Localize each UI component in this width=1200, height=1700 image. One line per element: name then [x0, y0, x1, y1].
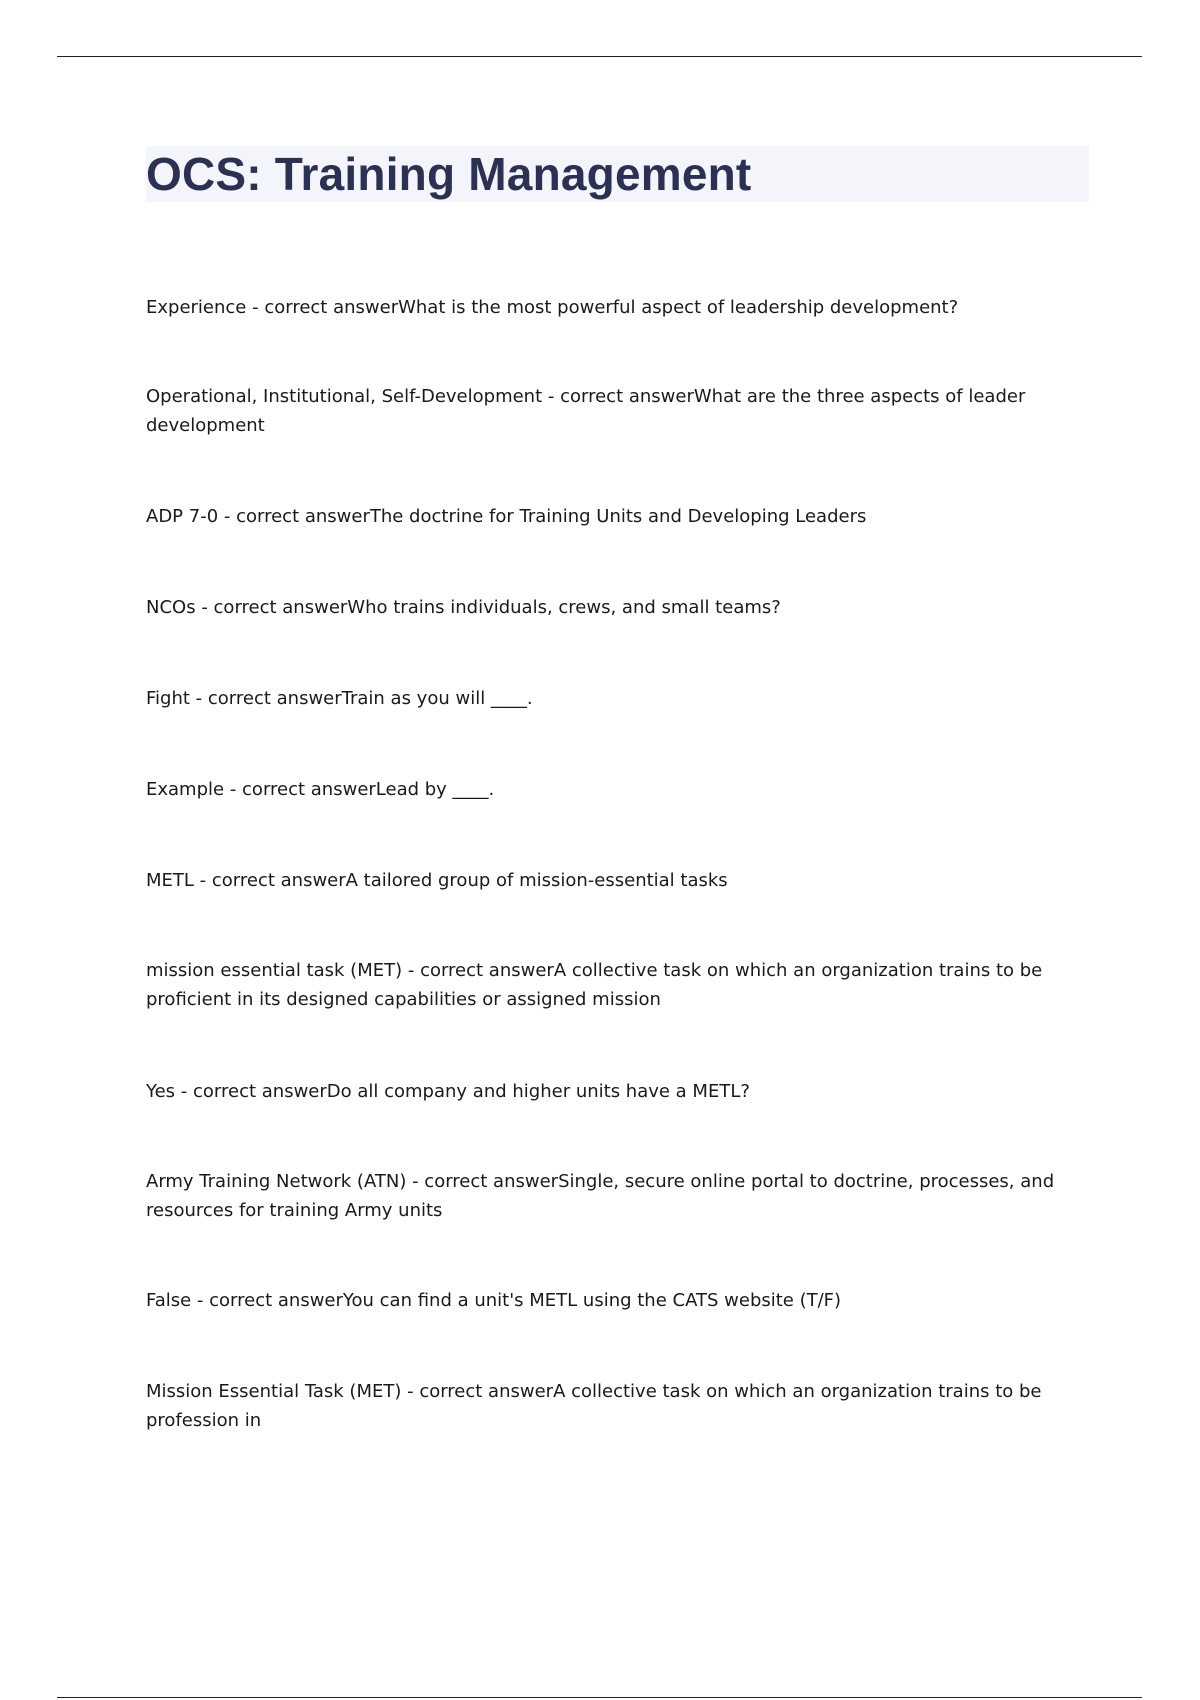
qa-item — [146, 1077, 1066, 1106]
footer-rule — [57, 1697, 1142, 1698]
qa-separator: - correct answer — [224, 779, 376, 800]
qa-term: False — [146, 1290, 192, 1311]
page-title: OCS: Training Management — [146, 148, 752, 200]
qa-definition: A collective task on which an organization trains to be profession in — [146, 1381, 1042, 1431]
header-rule — [57, 56, 1142, 57]
qa-term: Example — [146, 779, 225, 800]
qa-term: Mission Essential Task (MET) — [146, 1381, 402, 1402]
qa-term: Operational, Institutional, Self-Development — [146, 386, 543, 407]
qa-separator: - correct answer — [189, 688, 342, 709]
qa-definition: What is the most powerful aspect of leadership development? — [398, 297, 959, 318]
qa-term: mission essential task (MET) — [146, 960, 403, 981]
qa-term: NCOs — [146, 597, 196, 618]
qa-separator: - correct answer — [191, 1290, 343, 1311]
qa-item — [146, 684, 1066, 713]
qa-item — [146, 956, 1066, 1014]
qa-separator: - correct answer — [175, 1081, 327, 1102]
qa-separator: - correct answer — [218, 506, 370, 527]
qa-term: ADP 7-0 — [146, 506, 219, 527]
qa-term: Yes — [146, 1081, 176, 1102]
qa-item — [146, 293, 1066, 322]
qa-definition: Train as you will ____. — [341, 688, 533, 709]
qa-definition: A tailored group of mission-essential tasks — [345, 870, 728, 891]
qa-item — [146, 502, 1066, 531]
qa-definition: A collective task on which an organization trains to be proficient in its designed capabilities or assigned mission — [146, 960, 1043, 1010]
qa-separator: - correct answer — [401, 1381, 554, 1402]
qa-definition: Do all company and higher units have a METL? — [326, 1081, 750, 1102]
qa-item — [146, 593, 1066, 622]
qa-separator: - correct answer — [402, 960, 554, 981]
qa-term: Experience — [146, 297, 247, 318]
qa-definition: You can find a unit's METL using the CATS website (T/F) — [342, 1290, 842, 1311]
qa-item — [146, 1377, 1066, 1435]
qa-item — [146, 1167, 1066, 1225]
qa-definition: Lead by ____. — [375, 779, 495, 800]
qa-separator: - correct answer — [246, 297, 399, 318]
qa-term: METL — [146, 870, 194, 891]
qa-item — [146, 382, 1066, 440]
qa-separator: - correct answer — [195, 597, 348, 618]
qa-separator: - correct answer — [542, 386, 694, 407]
qa-term: Army Training Network (ATN) — [146, 1171, 407, 1192]
qa-definition: The doctrine for Training Units and Developing Leaders — [369, 506, 867, 527]
qa-definition: Single, secure online portal to doctrine, processes, and resources for training Army units — [146, 1171, 1055, 1221]
qa-item — [146, 1286, 1066, 1315]
qa-definition: Who trains individuals, crews, and small teams? — [347, 597, 781, 618]
qa-definition: What are the three aspects of leader development — [146, 386, 1026, 436]
title-block — [146, 146, 1089, 202]
qa-separator: - correct answer — [406, 1171, 559, 1192]
qa-item — [146, 775, 1066, 804]
qa-separator: - correct answer — [193, 870, 346, 891]
qa-term: Fight — [146, 688, 190, 709]
qa-item — [146, 866, 1066, 895]
